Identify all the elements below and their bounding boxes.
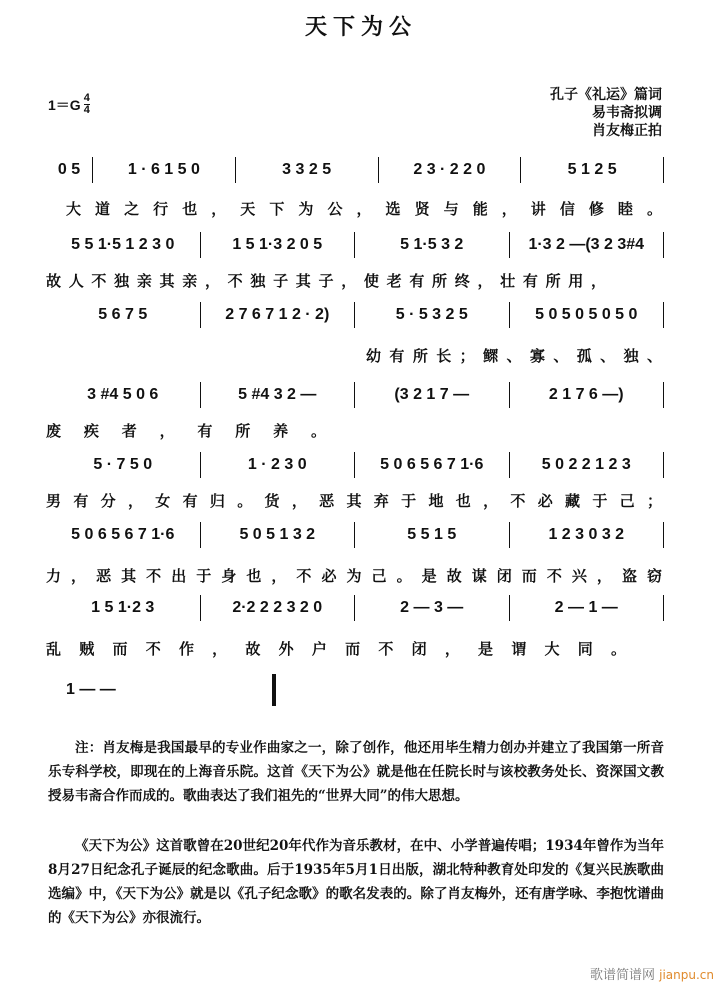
measure: 5 1 2 5 — [567, 161, 617, 178]
measure: 5 0 5 1 3 2 — [239, 526, 316, 543]
notation-row — [46, 383, 664, 407]
measure: 5 1·5 3 2 — [400, 236, 464, 253]
measure: 5 #4 3 2 — — [238, 386, 317, 403]
barline — [663, 382, 664, 408]
barline — [663, 595, 664, 621]
note-paragraph-1: 注：肖友梅是我国最早的专业作曲家之一，除了创作，他还用毕生精力创办并建立了我国第一所音乐专科学校，即现在的上海音乐院。这首《天下为公》就是他在任院长时与该校教务处长、资深国文教授易韦斋合作而成的。歌曲表达了我们祖先的“世界大同”的伟大思想。 — [48, 740, 664, 804]
song-title: 天下为公 — [304, 14, 417, 40]
time-signature: $\frac{4}{4}$ — [83, 92, 90, 116]
barline — [663, 452, 664, 478]
notation-row — [60, 678, 230, 702]
notation-row — [46, 303, 664, 327]
measure: 1·3 2 —(3 2 3#4 — [528, 236, 645, 253]
watermark: 歌谱简谱网 jianpu.cn — [589, 968, 714, 983]
lyricist-credit: 孔子《礼运》篇词 — [550, 87, 662, 103]
measure: 5 0 5 0 5 0 5 0 — [535, 306, 638, 323]
notation-row — [46, 596, 664, 620]
measure: 1 2 3 0 3 2 — [548, 526, 625, 543]
key-label: 1＝G — [48, 96, 81, 113]
measure: 5 0 6 5 6 7 1·6 — [71, 526, 175, 543]
measure: 2 7 6 7 1 2 · 2) — [225, 306, 330, 323]
measure: 3 3 2 5 — [282, 161, 332, 178]
notation-row — [46, 453, 664, 477]
key-signature — [48, 93, 90, 116]
measure: 2 — 3 — — [400, 599, 464, 616]
lyric-line-1: 大道之行也，天下为公，选贤与能，讲信修睦。 — [66, 200, 662, 218]
composer-credit: 易韦斋拟调 — [592, 105, 662, 121]
measure: 0 5 — [57, 161, 81, 178]
lyric-line-2: 故人不独亲其亲，不独子其子，使老有所终，壮有所用， — [46, 272, 606, 290]
measure: 2·2 2 2 3 2 0 — [232, 599, 323, 616]
barline — [663, 157, 664, 183]
credits — [550, 86, 662, 140]
measure: 5 5 1 5 — [407, 526, 457, 543]
measure: 2 3 · 2 2 0 — [413, 161, 486, 178]
barline — [663, 232, 664, 258]
final-barline — [272, 674, 276, 706]
lyric-line-7: 乱贼而不作，故外户而不闭，是谓大同。 — [46, 640, 626, 658]
measure: 5 5 1·5 1 2 3 0 — [71, 236, 175, 253]
measure: 5 6 7 5 — [98, 306, 148, 323]
measure: (3 2 1 7 — — [394, 386, 470, 403]
notation-row — [46, 523, 664, 547]
measure: 1 5 1·3 2 0 5 — [232, 236, 323, 253]
note-paragraph-2: 《天下为公》这首歌曾在20世纪20年代作为音乐教材，在中、小学普遍传唱；1934年曾作为当年8月27日纪念孔子诞辰的纪念歌曲。后于1935年5月1日出版，湖北特种教育处印发的《复兴民族歌曲选编》中，《天下为公》就是以《孔子纪念歌》的歌名发表的。除了肖友梅外，还有唐学咏、李抱忱谱曲的《天下为公》亦很流行。 — [48, 838, 664, 926]
measure: 3 #4 5 0 6 — [87, 386, 159, 403]
measure: 1 — — — [66, 681, 116, 698]
lyric-line-3: 幼有所长；鳏、寡、孤、独、 — [366, 347, 662, 365]
barline — [663, 522, 664, 548]
barline — [663, 302, 664, 328]
lyric-line-6: 力，恶其不出于身也，不必为己。是故谋闭而不兴，盗窃 — [46, 567, 662, 585]
measure: 5 0 2 2 1 2 3 — [541, 456, 631, 473]
measure: 2 — 1 — — [554, 599, 618, 616]
arranger-credit: 肖友梅正拍 — [592, 123, 662, 139]
measure: 5 0 6 5 6 7 1·6 — [380, 456, 484, 473]
measure: 1 · 2 3 0 — [247, 456, 307, 473]
measure: 5 · 7 5 0 — [93, 456, 153, 473]
notation-row — [46, 158, 664, 182]
measure: 1 · 6 1 5 0 — [127, 161, 200, 178]
measure: 2 1 7 6 —) — [548, 386, 624, 403]
measure: 5 · 5 3 2 5 — [395, 306, 468, 323]
notation-row — [46, 233, 664, 257]
lyric-line-5: 男有分，女有归。货，恶其弃于地也，不必藏于己； — [46, 492, 662, 510]
measure: 1 5 1·2 3 — [91, 599, 155, 616]
lyric-line-4: 废疾者，有所养。 — [46, 422, 326, 440]
